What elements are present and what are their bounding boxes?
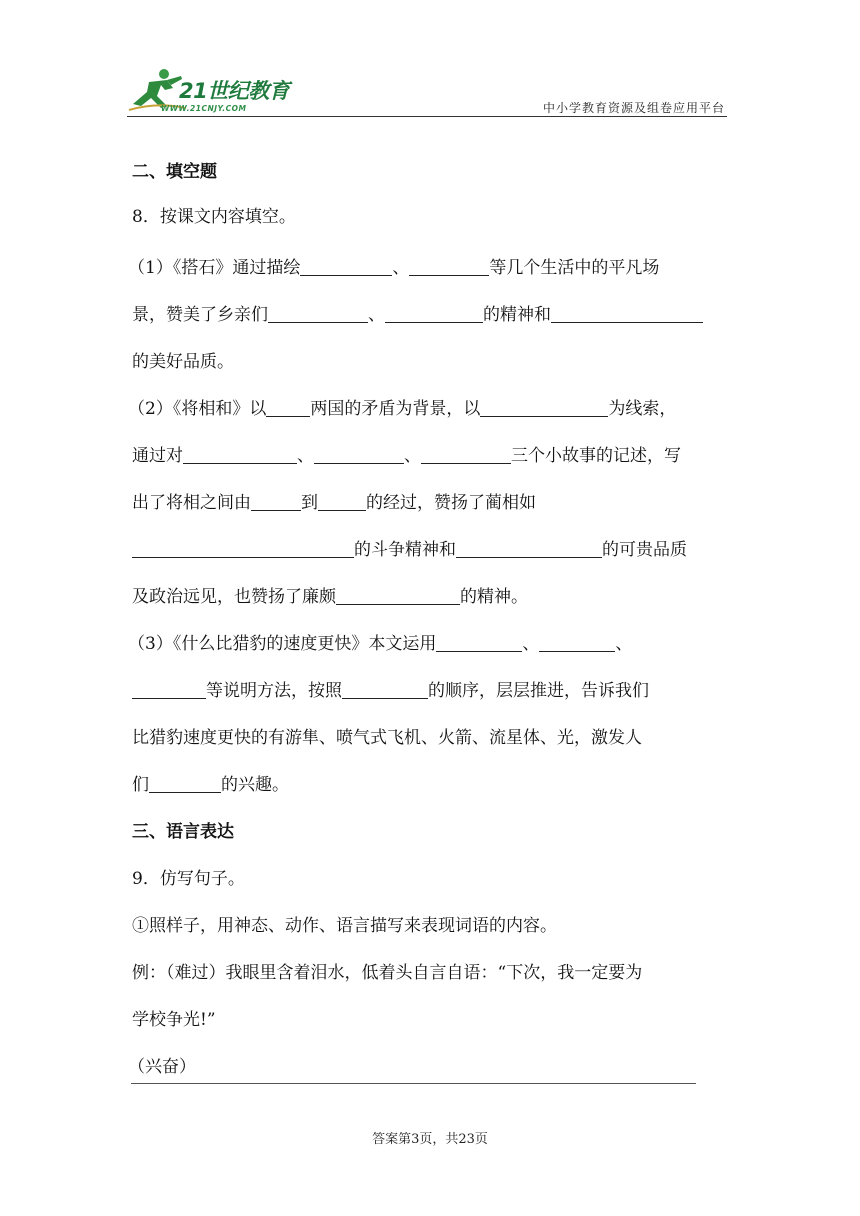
page-header: [127, 66, 727, 118]
answer-blank[interactable]: [318, 492, 366, 511]
answer-blank[interactable]: [183, 445, 297, 464]
q8-part2-line5: 及政治远见，也赞扬了廉颇 的精神。: [132, 587, 528, 607]
platform-name: 中小学教育资源及组卷应用平台: [542, 101, 725, 115]
answer-writing-line[interactable]: [131, 1083, 696, 1084]
q8-part3-line2: 等说明方法，按照 的顺序，层层推进，告诉我们: [132, 676, 649, 701]
q9-prompt: （兴奋）: [128, 1057, 196, 1077]
site-name: 21世纪教育: [179, 79, 290, 103]
q8-part2-line4: 的斗争精神和 的可贵品质: [132, 535, 687, 560]
answer-blank[interactable]: [132, 539, 354, 558]
q9-instruction: ①照样子，用神态、动作、语言描写来表现词语的内容。: [132, 916, 557, 936]
answer-blank[interactable]: [539, 633, 615, 652]
section-title-fill-blanks: 二、填空题: [132, 162, 217, 182]
answer-blank[interactable]: [551, 304, 703, 323]
answer-blank[interactable]: [456, 539, 602, 558]
q8-part1-line1: （1）《搭石》通过描绘 、 等几个生活中的平凡场: [128, 258, 660, 278]
q9-example-line1: 例：（难过）我眼里含着泪水，低着头自言自语：“下次，我一定要为: [132, 963, 643, 983]
answer-blank[interactable]: [300, 257, 392, 276]
answer-blank[interactable]: [409, 257, 489, 276]
answer-blank[interactable]: [480, 398, 608, 417]
site-url: WWW.21CNJY.COM: [161, 104, 247, 113]
answer-blank[interactable]: [342, 680, 428, 699]
q8-part2-line2: 通过对 、 、 三个小故事的记述，写: [132, 446, 681, 466]
q8-part1-line2: 景，赞美了乡亲们 、 的精神和: [132, 300, 703, 325]
answer-blank[interactable]: [336, 586, 460, 605]
q8-part2-line1: （2）《将相和》以 两国的矛盾为背景，以 为线索，: [128, 399, 677, 419]
answer-blank[interactable]: [314, 445, 404, 464]
page-footer: 答案第3页，共23页: [372, 1132, 488, 1147]
q8-part3-line3: 比猎豹速度更快的有游隼、喷气式飞机、火箭、流星体、光，激发人: [132, 728, 642, 748]
answer-blank[interactable]: [268, 304, 368, 323]
q8-part2-line3: 出了将相之间由 到 的经过，赞扬了蔺相如: [132, 493, 536, 513]
answer-blank[interactable]: [436, 633, 522, 652]
header-divider: [127, 116, 727, 117]
answer-blank[interactable]: [132, 680, 206, 699]
q8-part3-line4: 们 的兴趣。: [132, 775, 289, 795]
q9-example-line2: 学校争光!”: [132, 1010, 216, 1030]
answer-blank[interactable]: [266, 398, 310, 417]
answer-blank[interactable]: [421, 445, 511, 464]
answer-blank[interactable]: [385, 304, 483, 323]
question-9-stem: 9．仿写句子。: [132, 869, 245, 889]
section-title-language-expression: 三、语言表达: [132, 822, 234, 842]
q8-part3-line1: （3）《什么比猎豹的速度更快》本文运用 、 、: [128, 634, 633, 654]
answer-blank[interactable]: [251, 492, 301, 511]
q8-part1-line3: 的美好品质。: [132, 352, 234, 372]
answer-blank[interactable]: [149, 774, 221, 793]
question-8-stem: 8．按课文内容填空。: [132, 207, 296, 227]
site-logo: [127, 66, 297, 116]
